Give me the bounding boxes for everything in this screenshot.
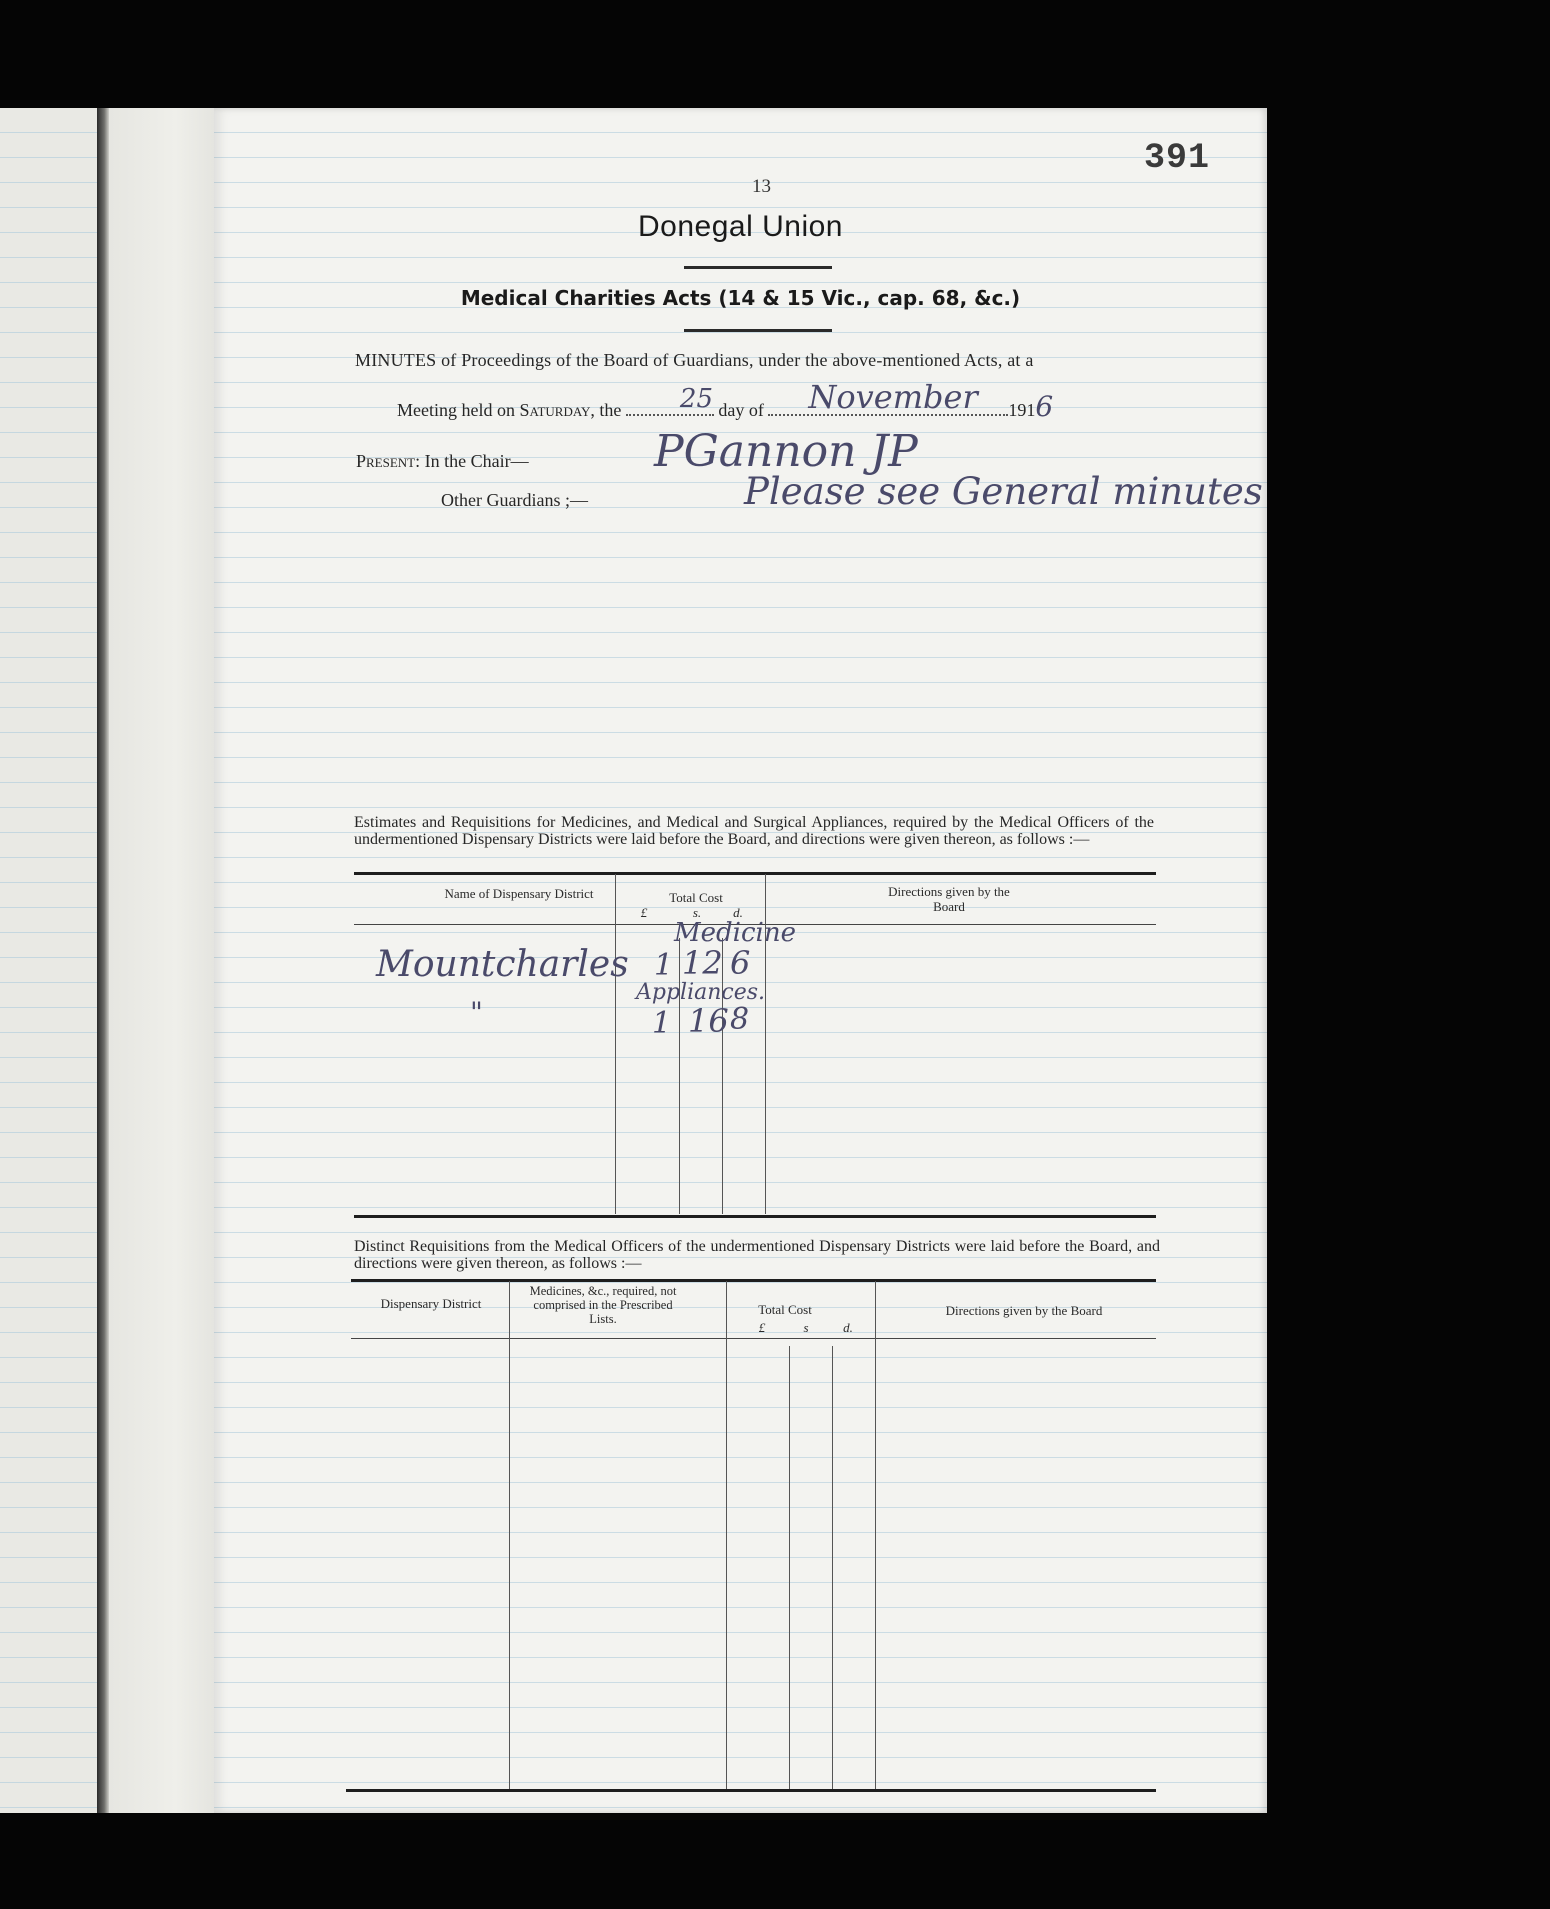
distinct-top-rule xyxy=(351,1279,1156,1282)
estimates-bottom-rule xyxy=(354,1215,1156,1218)
estimate-row-2-pounds: 1 xyxy=(652,1006,672,1041)
register-page xyxy=(214,108,1267,1813)
year-suffix: 6 xyxy=(1035,390,1054,423)
distinct-vline-2 xyxy=(726,1281,727,1789)
estimate-row-2-district: " xyxy=(470,996,483,1029)
estimate-row-2-shillings: 16 xyxy=(688,1002,729,1040)
distinct-vline-5 xyxy=(875,1281,876,1789)
month-value: November xyxy=(808,378,978,416)
distinct-col-pence: d. xyxy=(843,1320,853,1335)
distinct-vline-4 xyxy=(832,1346,833,1789)
estimate-row-1-note: Medicine xyxy=(674,918,796,948)
estimates-vline-1 xyxy=(615,874,616,1214)
meeting-weekday: Saturday xyxy=(519,400,591,420)
distinct-col-district: Dispensary District xyxy=(380,1296,482,1311)
meeting-prefix: Meeting held on xyxy=(397,400,515,420)
distinct-col-directions: Directions given by the Board xyxy=(945,1303,1103,1318)
distinct-col-medicines: Medicines, &c., required, not comprised in the Prescribed Lists. xyxy=(529,1284,677,1326)
meeting-the: , the xyxy=(590,400,622,420)
meeting-line xyxy=(397,378,1054,423)
union-title: Donegal Union xyxy=(638,210,843,243)
other-guardians-label: Other Guardians ;— xyxy=(441,490,588,510)
estimate-row-1-pence: 6 xyxy=(730,944,751,982)
estimates-col-shillings: s. xyxy=(692,905,702,920)
distinct-intro: Distinct Requisitions from the Medical Officers of the undermentioned Dispensary Districts were laid before the Board, and directions were given thereon, as follows :— xyxy=(354,1238,1160,1272)
present-line xyxy=(356,451,529,472)
book-binding xyxy=(97,108,109,1813)
estimate-row-2-pence: 8 xyxy=(730,1002,750,1037)
acts-title: Medical Charities Acts (14 & 15 Vic., cap. 68, &c.) xyxy=(460,286,1021,310)
acts-rule xyxy=(684,329,832,332)
estimate-row-1-shillings: 12 xyxy=(682,944,723,982)
day-dots xyxy=(626,384,714,416)
estimates-intro: Estimates and Requisitions for Medicines, and Medical and Surgical Appliances, required by the Medical Officers of the undermentioned Dispensary Districts were laid before the Board, and directions were given thereon, as follows :— xyxy=(354,814,1154,848)
estimate-row-2-note: Appliances. xyxy=(636,980,766,1005)
distinct-header-rule xyxy=(351,1338,1156,1339)
day-of: day of xyxy=(718,400,764,420)
chair-value: PGannon JP xyxy=(654,426,918,477)
year-prefix: 191 xyxy=(1008,400,1036,420)
distinct-bottom-rule xyxy=(346,1789,1156,1792)
minutes-line: MINUTES of Proceedings of the Board of Guardians, under the above-mentioned Acts, at a xyxy=(355,350,1034,370)
left-page-edge xyxy=(0,108,97,1813)
estimates-top-rule xyxy=(354,872,1156,875)
distinct-vline-1 xyxy=(509,1281,510,1789)
other-guardians-value: Please see General minutes xyxy=(744,470,1263,513)
distinct-col-total-cost: Total Cost xyxy=(758,1302,812,1317)
page-number: 391 xyxy=(1144,138,1211,178)
title-rule xyxy=(684,266,832,269)
sheet-number: 13 xyxy=(752,176,771,197)
month-dots xyxy=(768,378,1008,416)
distinct-col-shillings: s xyxy=(803,1320,809,1335)
estimate-row-1-district: Mountcharles xyxy=(376,944,629,985)
distinct-col-pounds: £ xyxy=(758,1320,766,1335)
estimate-row-1-pounds: 1 xyxy=(654,948,674,983)
distinct-vline-3 xyxy=(789,1346,790,1789)
estimates-col-district: Name of Dispensary District xyxy=(444,886,594,901)
day-value: 25 xyxy=(679,384,714,414)
estimates-col-directions: Directions given by the Board xyxy=(888,884,1010,914)
estimates-col-pence: d. xyxy=(733,905,743,920)
estimates-col-total-cost: Total Cost xyxy=(669,890,723,905)
estimates-col-pounds: £ xyxy=(640,905,648,920)
present-label: Present xyxy=(356,451,416,471)
inner-margin-strip xyxy=(109,108,220,1813)
chair-label: : In the Chair— xyxy=(415,451,529,471)
dark-background-bottom xyxy=(0,1813,1550,1909)
